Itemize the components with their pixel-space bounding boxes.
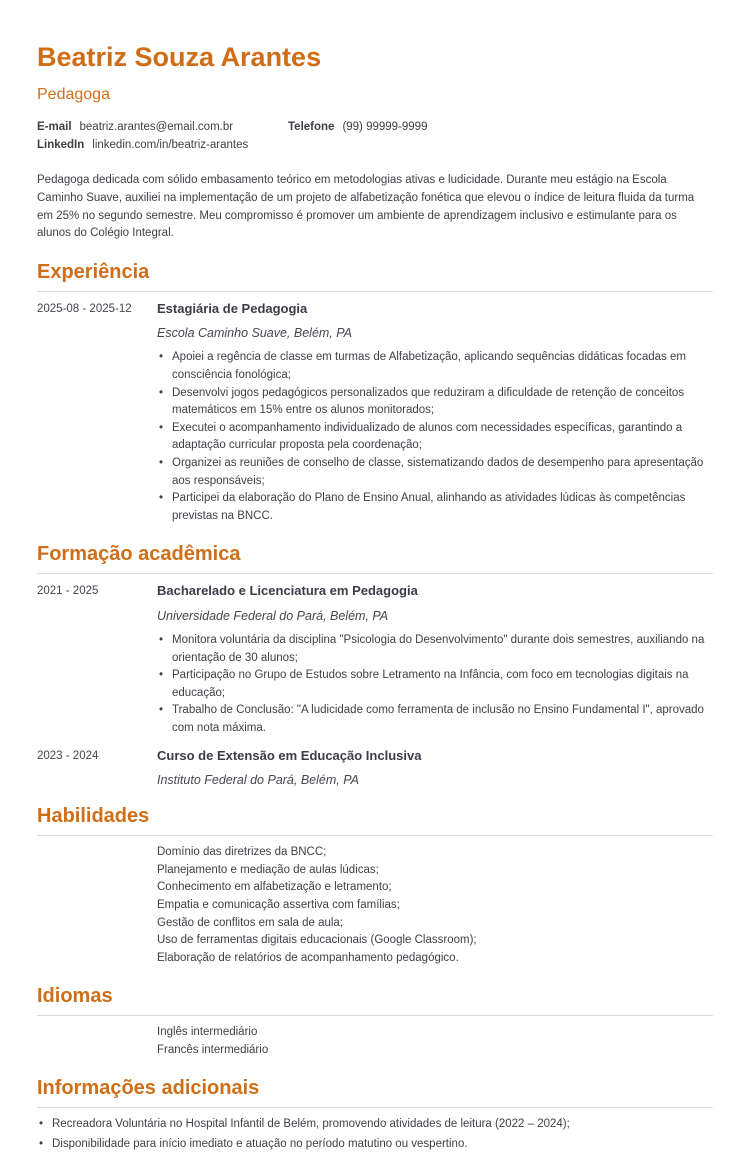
section-heading-languages: Idiomas bbox=[37, 985, 113, 1008]
skill-item: Gestão de conflitos em sala de aula; bbox=[157, 916, 344, 929]
entry-dates: 2025-08 - 2025-12 bbox=[37, 302, 132, 315]
section-heading-skills: Habilidades bbox=[37, 805, 150, 828]
section-divider bbox=[37, 291, 713, 292]
education-entry bbox=[37, 748, 713, 788]
contact-linkedin bbox=[37, 139, 288, 152]
person-name: Beatriz Souza Arantes bbox=[37, 42, 322, 72]
bullet-item: • Monitora voluntária da disciplina "Psicologia do Desenvolvimento" durante dois semestres, auxiliando na orientação de 30 alunos; bbox=[159, 632, 713, 667]
bullet-item: • Participei da elaboração do Plano de Ensino Anual, alinhando as atividades lúdicas às competências previstas na BNCC. bbox=[159, 490, 713, 525]
contact-email bbox=[37, 121, 288, 134]
experience-entry bbox=[37, 301, 713, 526]
additional-item: • Recreadora Voluntária no Hospital Infantil de Belém, promovendo atividades de leitura (2022 – 2024); bbox=[39, 1116, 713, 1134]
bullet-item: • Organizei as reuniões de conselho de classe, sistematizando dados de desempenho para apresentação aos responsáveis; bbox=[159, 455, 713, 490]
contact-phone bbox=[288, 121, 713, 134]
additional-list bbox=[37, 1116, 713, 1153]
language-item: Inglês intermediário bbox=[157, 1026, 258, 1039]
skill-item: Conhecimento em alfabetização e letramento; bbox=[157, 881, 392, 894]
education-entry bbox=[37, 583, 713, 737]
skill-item: Planejamento e mediação de aulas lúdicas; bbox=[157, 863, 379, 876]
entry-bullet-list bbox=[157, 632, 713, 738]
entry-title: Bacharelado e Licenciatura em Pedagogia bbox=[157, 583, 418, 599]
email-label: E-mail bbox=[37, 121, 72, 134]
entry-dates: 2023 - 2024 bbox=[37, 749, 99, 762]
section-divider bbox=[37, 573, 713, 574]
skill-item: Empatia e comunicação assertiva com famílias; bbox=[157, 898, 400, 911]
entry-title: Curso de Extensão em Educação Inclusiva bbox=[157, 747, 422, 763]
contact-block bbox=[37, 121, 713, 152]
bullet-item: • Desenvolvi jogos pedagógicos personalizados que reduziram a dificuldade de retenção de conceitos matemáticos em 15% entre os alunos monitorados; bbox=[159, 385, 713, 420]
skills-list bbox=[157, 844, 713, 967]
linkedin-label: LinkedIn bbox=[37, 139, 85, 152]
section-divider bbox=[37, 1015, 713, 1016]
bullet-item: • Trabalho de Conclusão: "A ludicidade como ferramenta de inclusão no Ensino Fundamental I", aprovado com nota máxima. bbox=[159, 702, 713, 737]
section-heading-additional: Informações adicionais bbox=[37, 1077, 260, 1100]
skill-item: Domínio das diretrizes da BNCC; bbox=[157, 846, 327, 859]
section-heading-experience: Experiência bbox=[37, 260, 150, 283]
entry-title: Estagiária de Pedagogia bbox=[157, 300, 308, 316]
entry-dates: 2021 - 2025 bbox=[37, 585, 99, 598]
bullet-item: • Apoiei a regência de classe em turmas de Alfabetização, aplicando sequências didáticas focadas em consciência fonológica; bbox=[159, 349, 713, 384]
entry-body bbox=[157, 301, 713, 526]
summary-paragraph: Pedagoga dedicada com sólido embasamento teórico em metodologias ativas e ludicidade. Durante meu estágio na Escola Caminho Suave, auxiliei na implementação de um projeto de alfabetização fonética que elevou o índice de leitura fluida da turma em 25% no segundo semestre. Meu compromisso é promover um ambiente de aprendizagem inclusivo e estimulante para os alunos do Colégio Integral. bbox=[37, 174, 695, 240]
phone-value: (99) 99999-9999 bbox=[342, 121, 428, 134]
entry-body bbox=[157, 583, 713, 737]
email-value: beatriz.arantes@email.com.br bbox=[79, 121, 234, 134]
entry-organization: Instituto Federal do Pará, Belém, PA bbox=[157, 773, 359, 788]
entry-organization: Escola Caminho Suave, Belém, PA bbox=[157, 326, 353, 341]
linkedin-value: linkedin.com/in/beatriz-arantes bbox=[92, 139, 249, 152]
bullet-item: • Participação no Grupo de Estudos sobre Letramento na Infância, com foco em tecnologias digitais na educação; bbox=[159, 667, 713, 702]
skill-item: Uso de ferramentas digitais educacionais (Google Classroom); bbox=[157, 934, 477, 947]
section-heading-education: Formação acadêmica bbox=[37, 543, 241, 566]
job-title: Pedagoga bbox=[37, 86, 110, 104]
bullet-item: • Executei o acompanhamento individualizado de alunos com necessidades específicas, garantindo a adaptação curricular proposta pela coordenação; bbox=[159, 420, 713, 455]
entry-bullet-list bbox=[157, 349, 713, 525]
skill-item: Elaboração de relatórios de acompanhamento pedagógico. bbox=[157, 951, 459, 964]
languages-list bbox=[157, 1024, 713, 1059]
additional-item: • Disponibilidade para início imediato e atuação no período matutino ou vespertino. bbox=[39, 1136, 713, 1154]
section-divider bbox=[37, 835, 713, 836]
language-item: Francês intermediário bbox=[157, 1043, 269, 1056]
entry-body bbox=[157, 748, 713, 788]
section-divider bbox=[37, 1107, 713, 1108]
phone-label: Telefone bbox=[288, 121, 335, 134]
entry-organization: Universidade Federal do Pará, Belém, PA bbox=[157, 608, 389, 623]
